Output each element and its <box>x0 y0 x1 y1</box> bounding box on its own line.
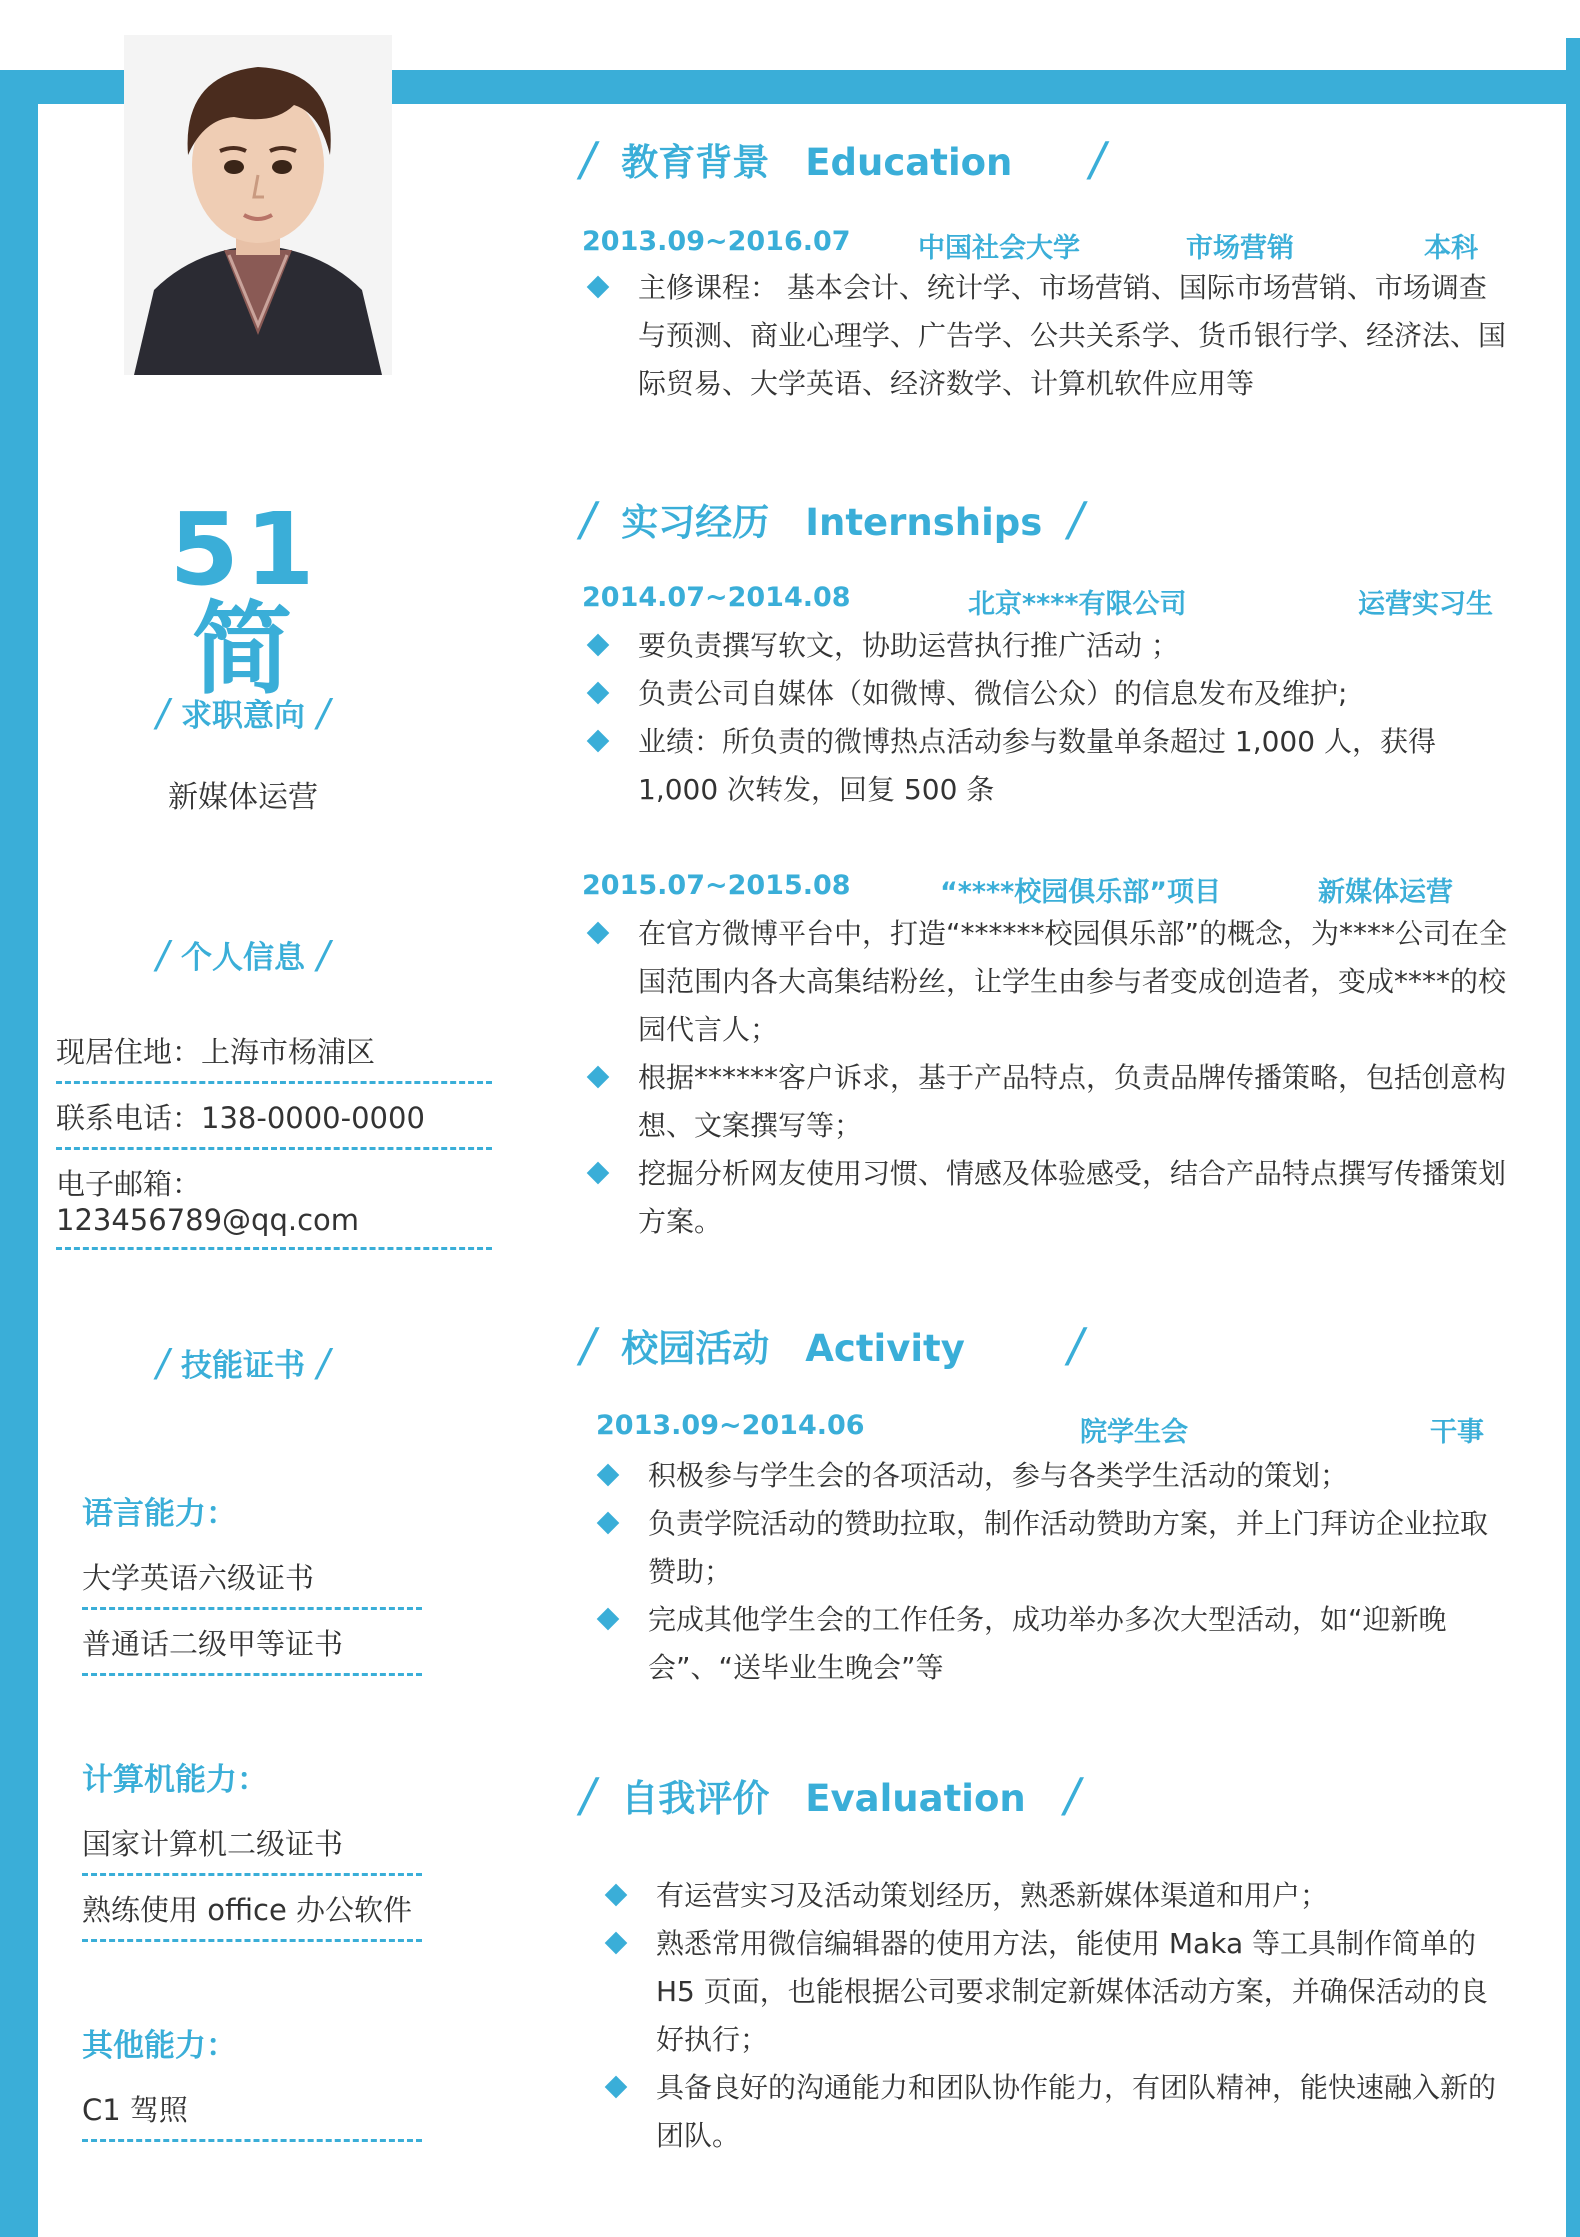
list-item <box>594 1596 1514 1692</box>
slash-decoration: / <box>156 1341 169 1385</box>
education-bullets <box>584 264 1508 408</box>
slash-decoration: / <box>317 933 330 977</box>
diamond-bullet-icon <box>587 1066 610 1089</box>
list-item <box>602 1872 1510 1920</box>
list-item <box>584 670 1508 718</box>
internship-org: “****校园俱乐部”项目 <box>940 877 1221 908</box>
bullet-text: 有运营实习及活动策划经历，熟悉新媒体渠道和用户； <box>656 1879 1329 1912</box>
skill-category-language: 语言能力： <box>82 1496 237 1532</box>
info-value: 上海市杨浦区 <box>201 1035 376 1069</box>
internship-role: 运营实习生 <box>1358 589 1493 620</box>
bullet-text: 负责学院活动的赞助拉取，制作活动赞助方案，并上门拜访企业拉取赞助； <box>648 1507 1489 1588</box>
slash-decoration: / <box>580 492 596 546</box>
education-title-en: Education <box>805 141 1013 184</box>
list-item <box>594 1500 1514 1596</box>
bullet-text: 积极参与学生会的各项活动，参与各类学生活动的策划； <box>648 1459 1349 1492</box>
bullet-text: 根据******客户诉求，基于产品特点，负责品牌传播策略，包括创意构想、文案撰写等； <box>638 1061 1507 1142</box>
left-accent-bar <box>0 0 38 2237</box>
slash-decoration: / <box>580 1318 596 1372</box>
diamond-bullet-icon <box>587 922 610 945</box>
profile-photo <box>124 35 392 375</box>
diamond-bullet-icon <box>587 634 610 657</box>
education-date: 2013.09~2016.07 <box>582 226 851 257</box>
bullet-text: 要负责撰写软文，协助运营执行推广活动 ； <box>638 629 1179 662</box>
objective-heading-text: 求职意向 <box>181 698 305 734</box>
internship-date: 2015.07~2015.08 <box>582 870 851 901</box>
info-row-email <box>56 1162 492 1250</box>
list-item <box>594 1452 1514 1500</box>
skill-item: 熟练使用 office 办公软件 <box>82 1888 422 1942</box>
diamond-bullet-icon <box>587 276 610 299</box>
internship-bullets <box>584 910 1508 1246</box>
child-portrait-image <box>124 35 392 375</box>
right-accent-bar <box>1566 38 1580 2237</box>
slash-decoration: / <box>1064 1768 1080 1822</box>
slash-decoration: / <box>317 1341 330 1385</box>
education-major: 市场营销 <box>1186 233 1294 264</box>
diamond-bullet-icon <box>587 1162 610 1185</box>
bullet-text: 挖掘分析网友使用习惯、情感及体验感受，结合产品特点撰写传播策划方案。 <box>638 1157 1507 1238</box>
slash-decoration: / <box>1089 132 1106 186</box>
list-item <box>584 264 1508 408</box>
skills-heading-text: 技能证书 <box>181 1348 305 1384</box>
activity-bullets <box>594 1452 1514 1692</box>
internship-bullets <box>584 622 1508 814</box>
top-accent-bar-left <box>38 70 124 104</box>
evaluation-heading <box>580 1768 1080 1822</box>
info-label: 现居住地： <box>56 1035 202 1069</box>
resume-name: 51 简 <box>169 491 321 708</box>
objective-value: 新媒体运营 <box>168 780 318 815</box>
list-item <box>584 622 1508 670</box>
internships-title-cn: 实习经历 <box>621 501 770 544</box>
skill-item: 普通话二级甲等证书 <box>82 1622 422 1676</box>
slash-decoration: / <box>1068 492 1084 546</box>
activity-title-en: Activity <box>805 1327 965 1370</box>
list-item <box>584 910 1508 1054</box>
education-school: 中国社会大学 <box>918 233 1080 264</box>
slash-decoration: / <box>317 691 330 735</box>
diamond-bullet-icon <box>605 1932 628 1955</box>
bullet-text: 在官方微博平台中，打造“******校园俱乐部”的概念，为****公司在全国范围内各大高集结粉丝，让学生由参与者变成创造者，变成****的校园代言人； <box>638 917 1508 1046</box>
bullet-text: 主修课程： 基本会计、统计学、市场营销、国际市场营销、市场调查与预测、商业心理学、广告学、公共关系学、货币银行学、经济法、国际贸易、大学英语、经济数学、计算机软件应用等 <box>638 271 1507 400</box>
info-row-address <box>56 1030 492 1084</box>
list-item <box>584 1150 1508 1246</box>
diamond-bullet-icon <box>605 1884 628 1907</box>
activity-title-cn: 校园活动 <box>621 1327 770 1370</box>
list-item <box>584 718 1508 814</box>
bullet-text: 具备良好的沟通能力和团队协作能力，有团队精神，能快速融入新的团队。 <box>656 2071 1497 2152</box>
info-label: 联系电话： <box>56 1101 202 1135</box>
list-item <box>602 2064 1510 2160</box>
skill-item: 国家计算机二级证书 <box>82 1822 422 1876</box>
evaluation-title-cn: 自我评价 <box>621 1777 770 1820</box>
education-degree: 本科 <box>1424 233 1478 264</box>
activity-role: 干事 <box>1430 1417 1484 1448</box>
frame-corner <box>0 0 38 70</box>
diamond-bullet-icon <box>587 730 610 753</box>
top-accent-bar <box>388 70 1580 104</box>
personal-info-heading-text: 个人信息 <box>181 940 305 976</box>
internships-title-en: Internships <box>805 501 1043 544</box>
info-row-phone <box>56 1096 492 1150</box>
diamond-bullet-icon <box>605 2076 628 2099</box>
bullet-text: 完成其他学生会的工作任务，成功举办多次大型活动，如“迎新晚会”、“送毕业生晚会”等 <box>648 1603 1447 1684</box>
internship-date: 2014.07~2014.08 <box>582 582 851 613</box>
skill-category-other: 其他能力： <box>82 2028 237 2064</box>
activity-org: 院学生会 <box>1080 1417 1188 1448</box>
bullet-text: 熟悉常用微信编辑器的使用方法，能使用 Maka 等工具制作简单的 H5 页面，也能根据公司要求制定新媒体活动方案，并确保活动的良好执行； <box>656 1927 1488 2056</box>
personal-info-heading <box>60 932 426 977</box>
evaluation-bullets <box>602 1872 1510 2160</box>
education-heading <box>580 132 1105 186</box>
skill-item: C1 驾照 <box>82 2088 422 2142</box>
objective-heading <box>60 690 426 735</box>
diamond-bullet-icon <box>597 1464 620 1487</box>
diamond-bullet-icon <box>587 682 610 705</box>
skills-heading <box>60 1340 426 1385</box>
skill-item: 大学英语六级证书 <box>82 1556 422 1610</box>
internship-org: 北京****有限公司 <box>968 589 1187 620</box>
list-item <box>584 1054 1508 1150</box>
slash-decoration: / <box>580 132 596 186</box>
skill-category-computer: 计算机能力： <box>82 1762 268 1798</box>
internship-role: 新媒体运营 <box>1318 877 1453 908</box>
activity-date: 2013.09~2014.06 <box>596 1410 865 1441</box>
evaluation-title-en: Evaluation <box>805 1777 1026 1820</box>
slash-decoration: / <box>156 691 169 735</box>
info-value: 123456789@qq.com <box>56 1203 360 1237</box>
activity-heading <box>580 1318 1083 1372</box>
bullet-text: 负责公司自媒体（如微博、微信公众）的信息发布及维护; <box>638 677 1348 710</box>
education-title-cn: 教育背景 <box>621 141 770 184</box>
slash-decoration: / <box>1067 1318 1084 1372</box>
list-item <box>602 1920 1510 2064</box>
bullet-text: 业绩：所负责的微博热点活动参与数量单条超过 1,000 人，获得 1,000 次转发，回复 500 条 <box>638 725 1436 806</box>
slash-decoration: / <box>580 1768 596 1822</box>
diamond-bullet-icon <box>597 1512 620 1535</box>
info-value: 138-0000-0000 <box>201 1101 425 1135</box>
internships-heading <box>580 492 1084 546</box>
diamond-bullet-icon <box>597 1608 620 1631</box>
slash-decoration: / <box>156 933 169 977</box>
info-label: 电子邮箱： <box>56 1167 202 1201</box>
